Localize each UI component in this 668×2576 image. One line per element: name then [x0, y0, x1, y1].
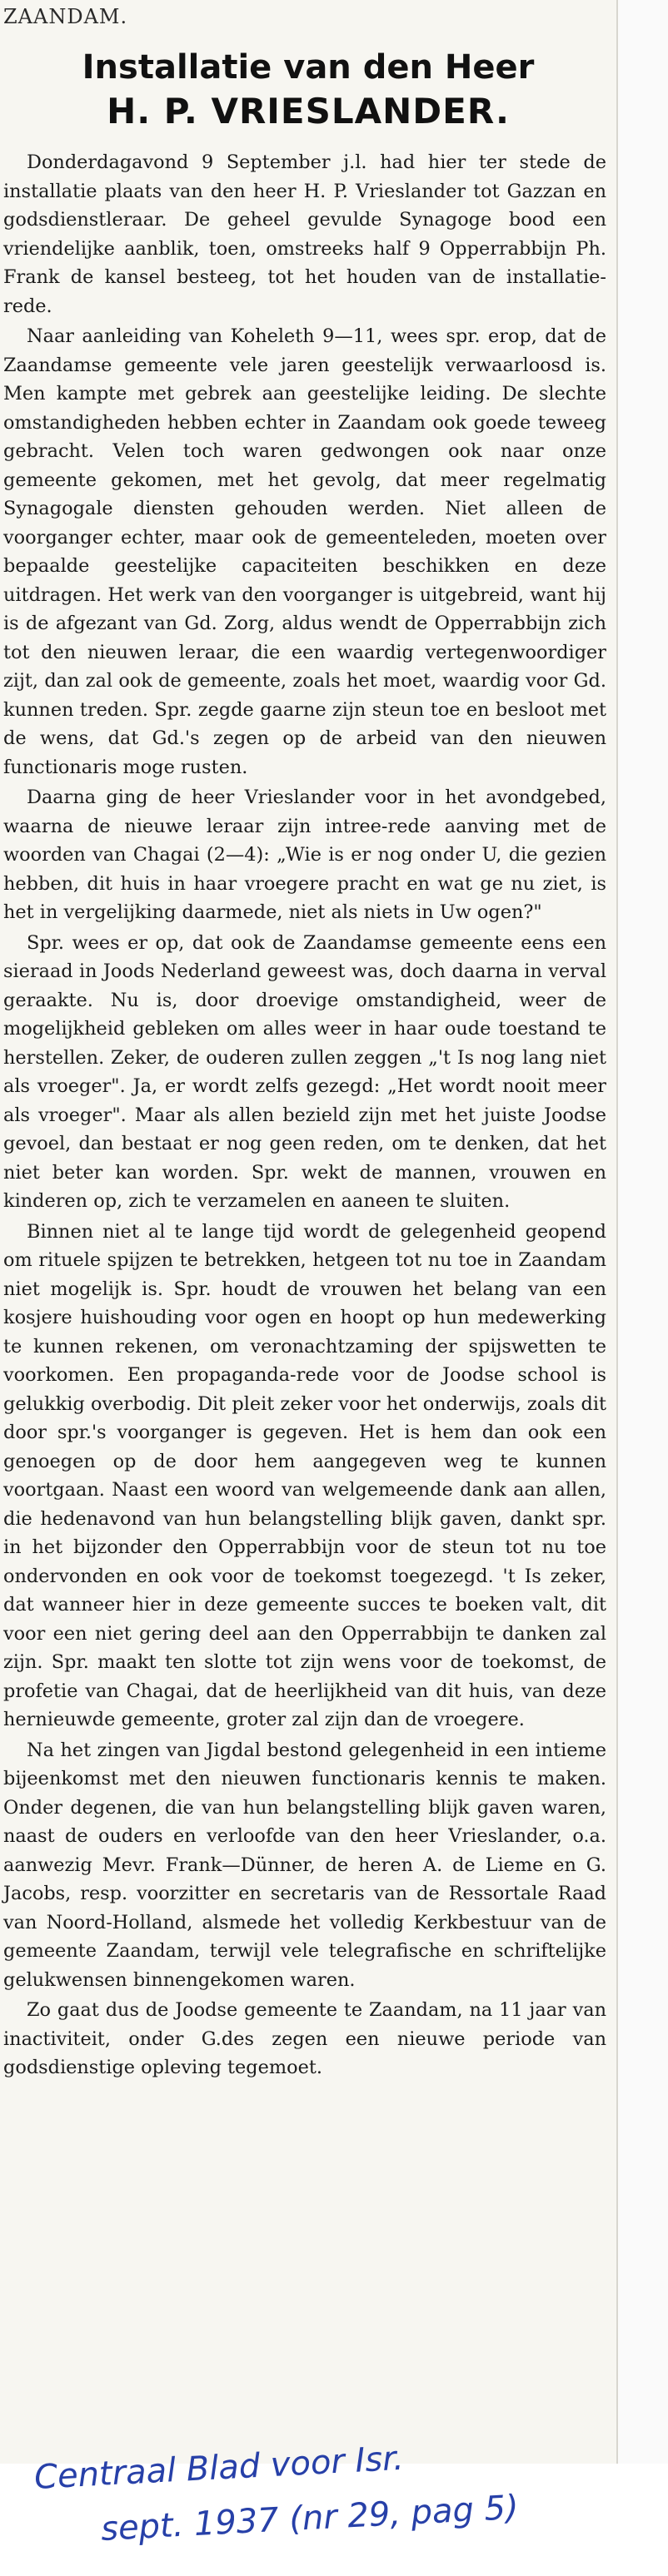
paragraph-3: Daarna ging de heer Vrieslander voor in het avondgebed, waarna de nieuwe leraar zijn intree-rede aanving met de woorden van Chagai (2—4): „Wie is er nog onder U, die gezien hebben, dit huis in haar vroegere pracht en wat ge nu ziet, is het in vergelijking daarmede, niet als niets in Uw ogen?" — [3, 787, 606, 923]
handwritten-source-note — [0, 2439, 668, 2570]
headline-line-2: H. P. VRIESLANDER. — [107, 91, 510, 132]
adjacent-column-edge — [618, 0, 668, 2464]
article-body — [3, 148, 606, 2084]
paragraph-7: Zo gaat dus de Joodse gemeente te Zaandam, na 11 jaar van inactiviteit, onder G.des zegen een nieuwe periode van godsdienstige opleving tegemoet. — [3, 1999, 606, 2078]
handwritten-note-line-1: Centraal Blad voor Isr. — [33, 2439, 405, 2497]
paragraph-4: Spr. wees er op, dat ook de Zaandamse gemeente eens een sieraad in Joods Nederland geweest was, doch daarna in verval geraakte. Nu is, door droevige omstandigheid, weer de mogelijkheid gebleken om alles weer in haar oude toestand te herstellen. Zeker, de ouderen zullen zeggen „'t Is nog lang niet als vroeger". Ja, er wordt zelfs gezegd: „Het wordt nooit meer als vroeger". Maar als allen bezield zijn met het juiste Joodse gevoel, dan bestaat er nog geen reden, om te denken, dat het niet beter kan worden. Spr. wekt de mannen, vrouwen en kinderen op, zich te verzamelen en aaneen te sluiten. — [3, 931, 606, 1212]
article-headline — [0, 47, 616, 135]
dateline: ZAANDAM. — [3, 5, 128, 28]
paragraph-2: Naar aanleiding van Koheleth 9—11, wees spr. erop, dat de Zaandamse gemeente vele jaren geestelijk verwaarloosd is. Men kampte met gebrek aan geestelijke leiding. De slechte omstandigheden hebben echter in Zaandam ook goede teweeg gebracht. Velen toch waren gedwongen ook naar onze gemeente gekomen, met het gevolg, dat meer regelmatig Synagogale diensten gehouden werden. Niet alleen de voorganger echter, maar ook de gemeenteleden, moeten over bepaalde geestelijke capaciteiten beschikken en deze uitdragen. Het werk van den voorganger is uitgebreid, want hij is de afgezant van Gd. Zorg, aldus wendt de Opperrabbijn zich tot den nieuwen leraar, die een waardig vertegenwoordiger zijt, dan zal ook de gemeente, zoals het moet, waardig voor Gd. kunnen treden. Spr. zegde gaarne zijn steun toe en besloot met de wens, dat Gd.'s zegen op de arbeid van den nieuwen functionaris moge rusten. — [3, 325, 606, 778]
paragraph-1: Donderdagavond 9 September j.l. had hier ter stede de installatie plaats van den heer H. P. Vrieslander tot Gazzan en godsdienstleraar. De geheel gevulde Synagoge bood een vriendelijke aanblik, toen, omstreeks half 9 Opperrabbijn Ph. Frank de kansel besteeg, tot het houden van de installatie-rede. — [3, 151, 606, 317]
headline-line-1: Installatie van den Heer — [82, 48, 535, 87]
handwritten-note-line-2: sept. 1937 (nr 29, pag 5) — [100, 2488, 520, 2549]
paragraph-5: Binnen niet al te lange tijd wordt de gelegenheid geopend om rituele spijzen te betrekken, hetgeen tot nu toe in Zaandam niet mogelijk is. Spr. houdt de vrouwen het belang van een kosjere huishouding voor ogen en hoopt op hun medewerking te kunnen rekenen, om veronachtzaming der spijswetten te voorkomen. Een propaganda-rede voor de Joodse school is gelukkig overbodig. Dit pleit zeker voor het onderwijs, zoals dit door spr.'s voorganger is gegeven. Het is hem dan ook een genoegen op de door hem aangegeven weg te kunnen voortgaan. Naast een woord van welgemeende dank aan allen, die hedenavond van hun belangstelling blijk gaven, dankt spr. in het bijzonder den Opperrabbijn voor de steun tot nu toe ondervonden en ook voor de toekomst toegezegd. 't Is zeker, dat wanneer hier in deze gemeente succes te boeken valt, dit voor een niet gering deel aan den Opperrabbijn te danken zal zijn. Spr. maakt ten slotte tot zijn wens voor de toekomst, de profetie van Chagai, dat de heerlijkheid van dit huis, van deze hernieuwde gemeente, groter zal zijn dan de vroegere. — [3, 1220, 606, 1730]
paragraph-6: Na het zingen van Jigdal bestond gelegenheid in een intieme bijeenkomst met den nieuwen functionaris kennis te maken. Onder degenen, die van hun belangstelling blijk gaven waren, naast de ouders en verloofde van den heer Vrieslander, o.a. aanwezig Mevr. Frank—Dünner, de heren A. de Lieme en G. Jacobs, resp. voorzitter en secretaris van de Ressortale Raad van Noord-Holland, alsmede het volledig Kerkbestuur van de gemeente Zaandam, terwijl vele telegrafische en schriftelijke gelukwensen binnengekomen waren. — [3, 1739, 606, 1991]
